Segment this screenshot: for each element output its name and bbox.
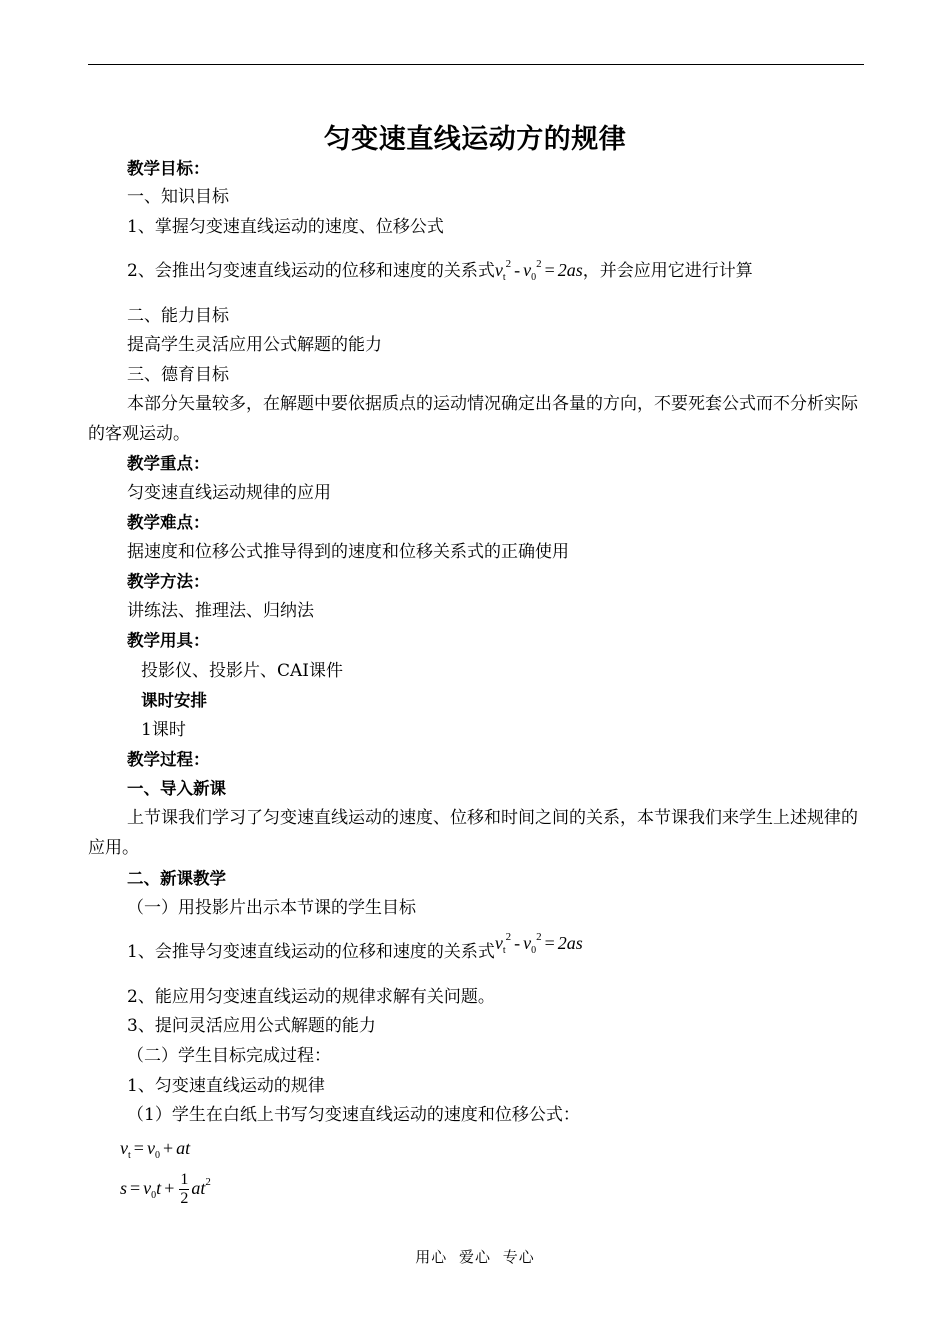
tools-text: 投影仪、投影片、CAI课件 bbox=[141, 661, 343, 681]
new-lesson-heading: 二、新课教学 bbox=[127, 869, 226, 888]
method-text: 讲练法、推理法、归纳法 bbox=[127, 601, 314, 621]
relation-formula: $v_t^2 - v_0^2 = 2as$ bbox=[494, 258, 583, 283]
goal-knowledge-item-2-tail: ，并会应用它进行计算 bbox=[582, 261, 753, 281]
schedule-text: 1课时 bbox=[141, 720, 186, 740]
intro-heading: 一、导入新课 bbox=[127, 779, 226, 798]
displacement-formula: $s = v_0t$ + $\frac{1}{2}$ $at^2$ bbox=[120, 1171, 211, 1208]
page-footer: 用心 爱心 专心 bbox=[415, 1248, 535, 1266]
difficulty-heading: 教学难点： bbox=[127, 513, 210, 532]
schedule-heading: 课时安排 bbox=[141, 691, 207, 710]
section-goals-heading: 教学目标： bbox=[127, 159, 210, 178]
method-heading: 教学方法： bbox=[127, 572, 210, 591]
goal-moral-paragraph: 本部分矢量较多，在解题中要依据质点的运动情况确定出各量的方向，不要死套公式而不分析实际的客观运动。 bbox=[88, 394, 858, 444]
new-lesson-item-2 bbox=[127, 931, 583, 966]
goal-knowledge-heading: 一、知识目标 bbox=[127, 187, 229, 207]
fraction-one-half: $\frac{1}{2}$ bbox=[180, 1171, 189, 1208]
page-title: 匀变速直线运动方的规律 bbox=[323, 124, 627, 155]
goal-knowledge-item-2-text: 2、会推出匀变速直线运动的位移和速度的关系式 bbox=[127, 261, 495, 281]
new-lesson-item-2-text: 1、会推导匀变速直线运动的位移和速度的关系式 bbox=[127, 942, 495, 962]
velocity-formula: $v_t = v_0$ + at bbox=[120, 1138, 191, 1161]
key-point-text: 匀变速直线运动规律的应用 bbox=[127, 483, 331, 503]
key-point-heading: 教学重点： bbox=[127, 454, 210, 473]
relation-formula-2: $v_t^2 - v_0^2 = 2as$ bbox=[494, 931, 583, 956]
new-lesson-item-1: （一）用投影片出示本节课的学生目标 bbox=[127, 898, 416, 918]
goal-moral-heading: 三、德育目标 bbox=[127, 365, 229, 385]
new-lesson-item-4: 3、提问灵活应用公式解题的能力 bbox=[127, 1016, 376, 1036]
goal-ability-heading: 二、能力目标 bbox=[127, 306, 229, 326]
difficulty-text: 据速度和位移公式推导得到的速度和位移关系式的正确使用 bbox=[127, 542, 569, 562]
new-lesson-item-3: 2、能应用匀变速直线运动的规律求解有关问题。 bbox=[127, 987, 495, 1007]
intro-paragraph: 上节课我们学习了匀变速直线运动的速度、位移和时间之间的关系，本节课我们来学生上述规律的应用。 bbox=[88, 808, 858, 858]
goal-knowledge-item-1: 1、掌握匀变速直线运动的速度、位移公式 bbox=[127, 217, 444, 237]
new-lesson-item-6: 1、匀变速直线运动的规律 bbox=[127, 1076, 325, 1096]
goal-ability-item: 提高学生灵活应用公式解题的能力 bbox=[127, 335, 382, 355]
header-rule bbox=[88, 64, 864, 65]
tools-heading: 教学用具： bbox=[127, 631, 210, 650]
process-heading: 教学过程： bbox=[127, 750, 210, 769]
goal-knowledge-item-2 bbox=[127, 259, 753, 285]
new-lesson-item-7: （1）学生在白纸上书写匀变速直线运动的速度和位移公式： bbox=[127, 1105, 580, 1125]
new-lesson-item-5: （二）学生目标完成过程： bbox=[127, 1046, 331, 1066]
